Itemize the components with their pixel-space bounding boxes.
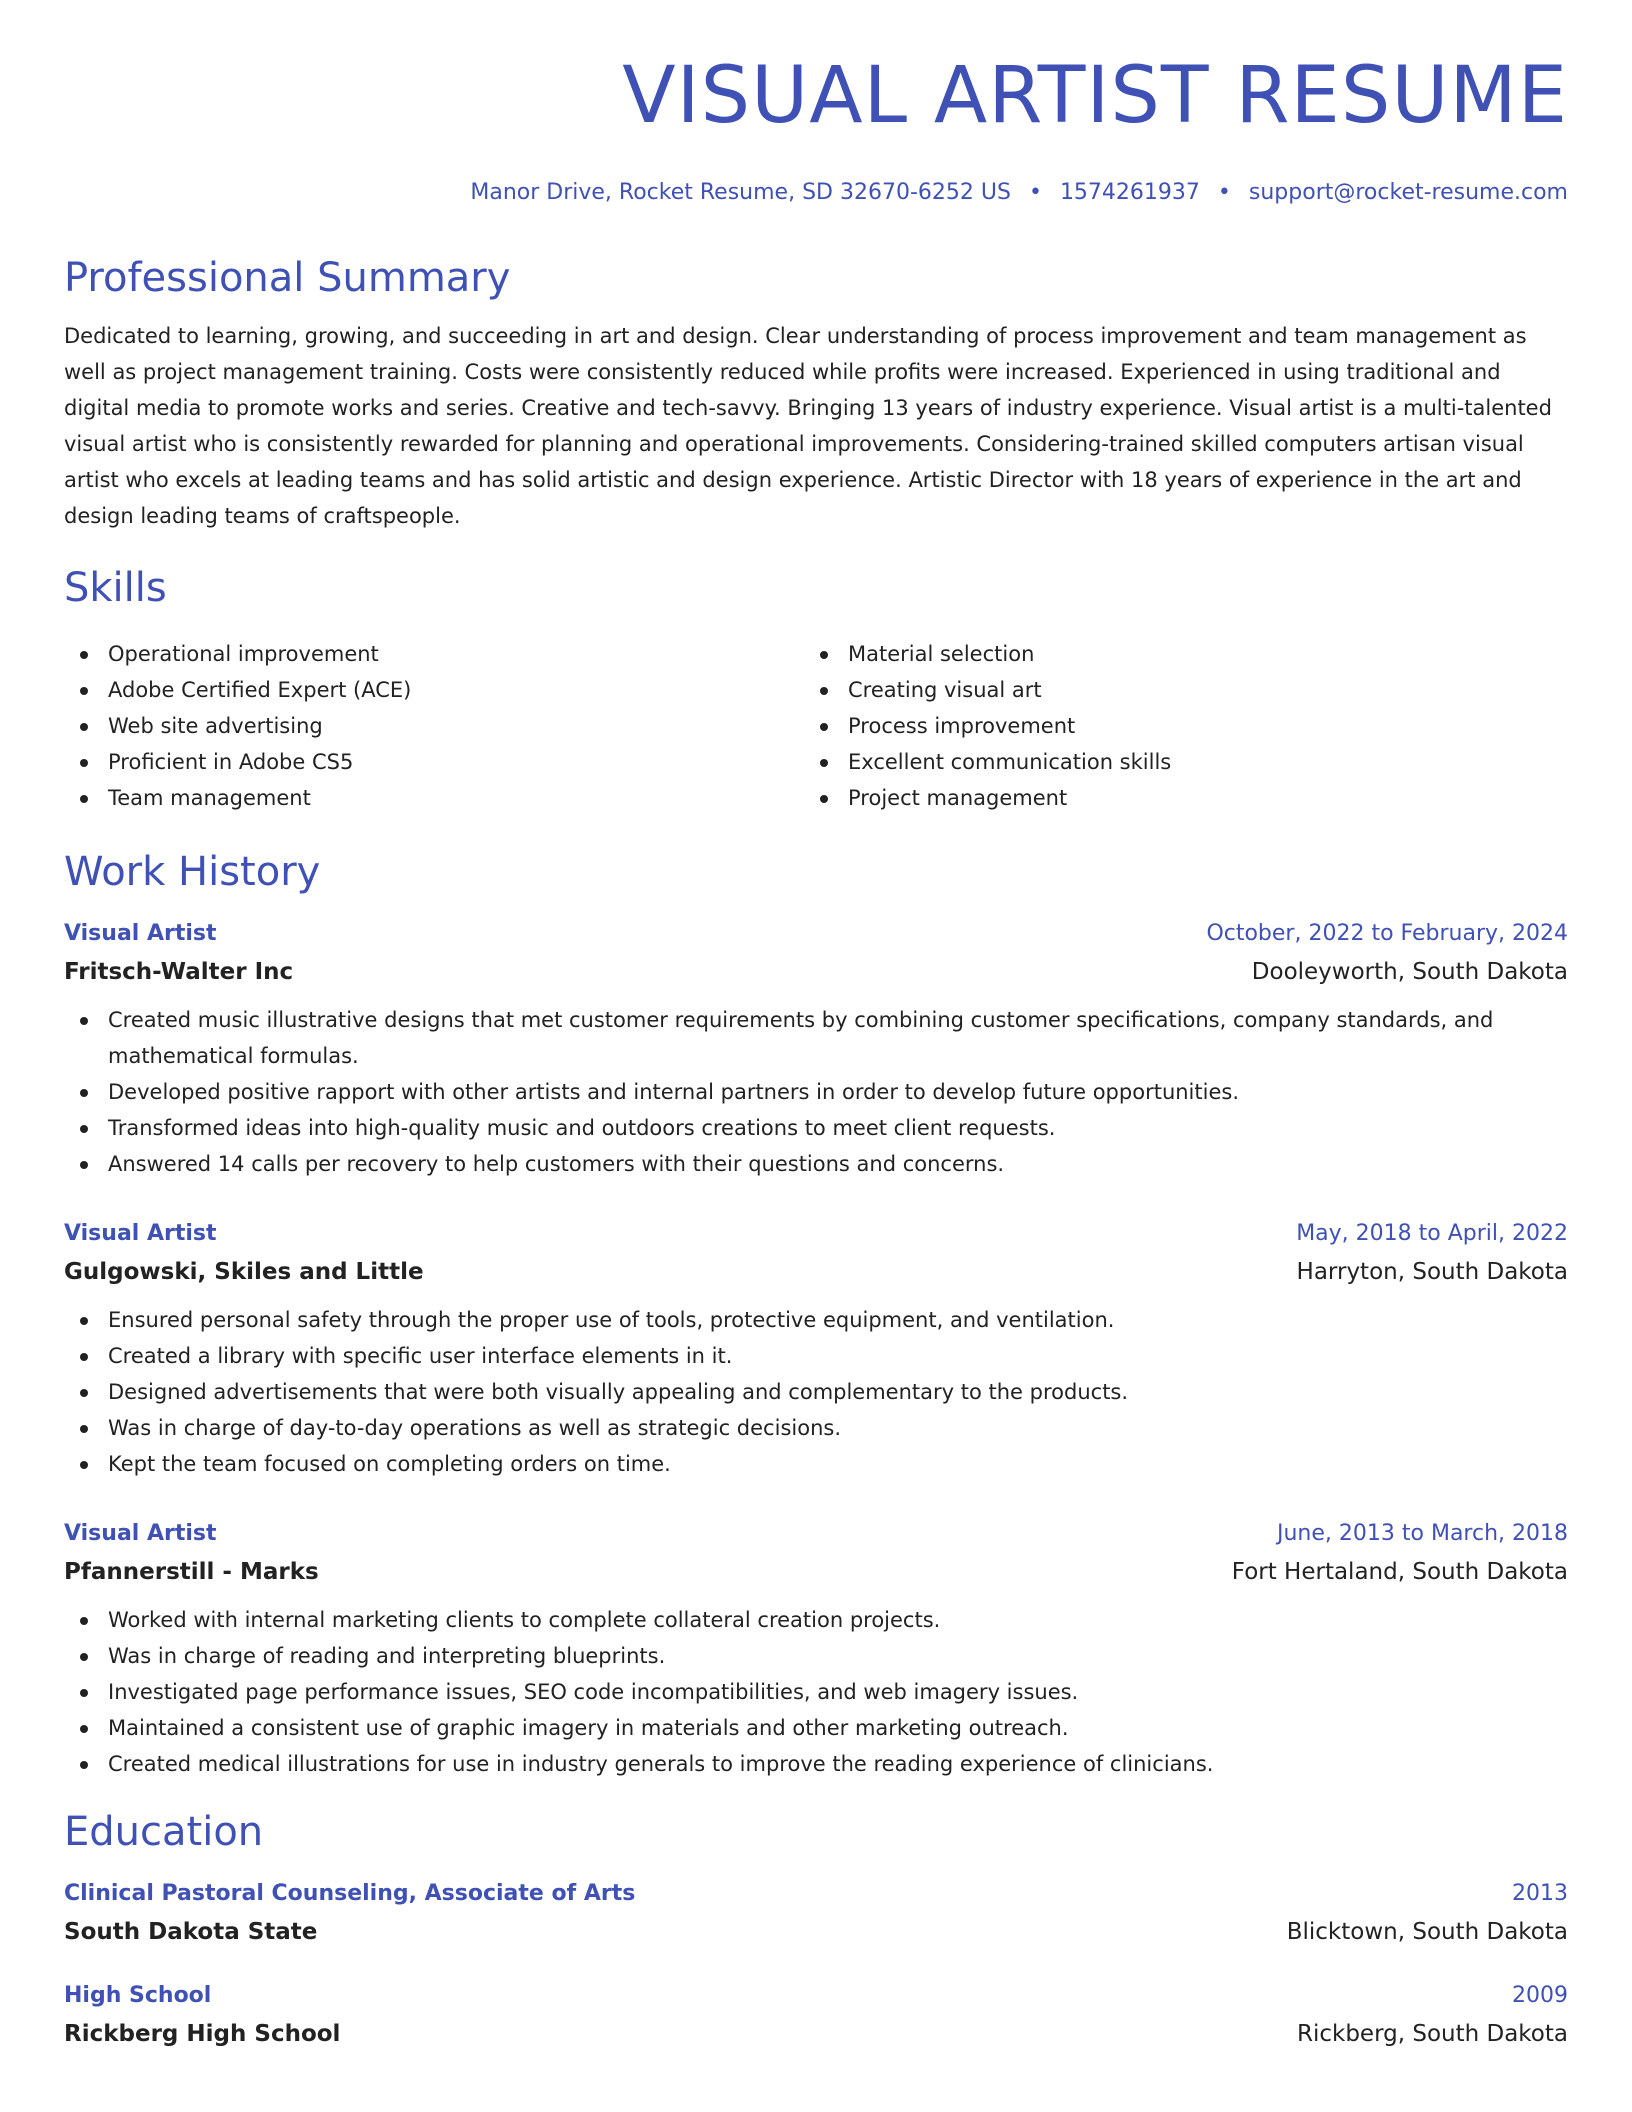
job-bullet: Created music illustrative designs that met customer requirements by combining customer specifications, company standards, and mathematical formulas. [64, 1002, 1568, 1074]
skill-item: Excellent communication skills [804, 744, 1544, 780]
skill-item: Project management [804, 780, 1544, 816]
job-bullet: Designed advertisements that were both visually appealing and complementary to the products. [64, 1374, 1568, 1410]
email-link[interactable]: support@rocket-resume.com [1248, 179, 1568, 205]
job-location: Dooleyworth, South Dakota [1251, 958, 1568, 985]
education-school: South Dakota State [64, 1918, 318, 1945]
job-bullet: Answered 14 calls per recovery to help customers with their questions and concerns. [64, 1146, 1568, 1182]
education-school-row [64, 1912, 1568, 1952]
job-location: Harryton, South Dakota [1296, 1258, 1568, 1285]
job-company: Pfannerstill - Marks [64, 1558, 319, 1585]
job-company-row [64, 1552, 1568, 1592]
job-bullets [64, 1002, 1568, 1182]
job-company-row [64, 1252, 1568, 1292]
separator: • [1217, 179, 1231, 205]
education-school-row [64, 2014, 1568, 2054]
skill-item: Operational improvement [64, 636, 804, 672]
job-bullet: Ensured personal safety through the proper use of tools, protective equipment, and ventilation. [64, 1302, 1568, 1338]
education-entry [64, 1978, 1568, 2054]
job-entry [64, 916, 1568, 1182]
job-bullet: Worked with internal marketing clients to complete collateral creation projects. [64, 1602, 1568, 1638]
job-company: Fritsch-Walter Inc [64, 958, 294, 985]
job-location: Fort Hertaland, South Dakota [1231, 1558, 1568, 1585]
job-bullet: Transformed ideas into high-quality music and outdoors creations to meet client requests. [64, 1110, 1568, 1146]
job-entry [64, 1516, 1568, 1782]
job-company-row [64, 952, 1568, 992]
job-bullet: Developed positive rapport with other artists and internal partners in order to develop future opportunities. [64, 1074, 1568, 1110]
skills-column-right [804, 636, 1544, 816]
skill-item: Creating visual art [804, 672, 1544, 708]
section-title-work-history: Work History [64, 848, 321, 895]
education-degree: High School [64, 1982, 212, 2008]
education-header-row [64, 1978, 1568, 2014]
skill-item: Team management [64, 780, 804, 816]
skill-item: Process improvement [804, 708, 1544, 744]
section-title-skills: Skills [64, 564, 167, 611]
job-header-row [64, 916, 1568, 952]
education-header-row [64, 1876, 1568, 1912]
education-year: 2009 [1512, 1982, 1568, 2008]
job-role: Visual Artist [64, 1520, 217, 1546]
job-role: Visual Artist [64, 1220, 217, 1246]
education-location: Blicktown, South Dakota [1286, 1918, 1568, 1945]
section-title-summary: Professional Summary [64, 254, 511, 301]
job-header-row [64, 1216, 1568, 1252]
job-bullet: Was in charge of reading and interpreting blueprints. [64, 1638, 1568, 1674]
job-bullets [64, 1302, 1568, 1482]
skill-item: Proficient in Adobe CS5 [64, 744, 804, 780]
education-entry [64, 1876, 1568, 1952]
job-bullet: Maintained a consistent use of graphic imagery in materials and other marketing outreach. [64, 1710, 1568, 1746]
section-title-education: Education [64, 1808, 264, 1855]
job-bullet: Investigated page performance issues, SEO code incompatibilities, and web imagery issues. [64, 1674, 1568, 1710]
summary-text: Dedicated to learning, growing, and succeeding in art and design. Clear understanding of process improvement and team management as well as project management training. Costs were consistently reduced while profits were increased. Experienced in using traditional and digital media to promote works and series. Creative and tech-savvy. Bringing 13 years of industry experience. Visual artist is a multi-talented visual artist who is consistently rewarded for planning and operational improvements. Considering-trained skilled computers artisan visual artist who excels at leading teams and has solid artistic and design experience. Artistic Director with 18 years of experience in the art and design leading teams of craftspeople. [64, 323, 1552, 528]
resume-title: VISUAL ARTIST RESUME [622, 51, 1568, 141]
education-school: Rickberg High School [64, 2020, 341, 2047]
job-dates: October, 2022 to February, 2024 [1206, 920, 1568, 946]
job-header-row [64, 1516, 1568, 1552]
skill-item: Web site advertising [64, 708, 804, 744]
job-dates: June, 2013 to March, 2018 [1277, 1520, 1568, 1546]
job-company: Gulgowski, Skiles and Little [64, 1258, 424, 1285]
phone: 1574261937 [1059, 179, 1200, 205]
separator: • [1028, 179, 1042, 205]
skill-item: Adobe Certified Expert (ACE) [64, 672, 804, 708]
resume-header [64, 50, 1568, 206]
job-entry [64, 1216, 1568, 1482]
education-location: Rickberg, South Dakota [1296, 2020, 1568, 2047]
skills-column-left [64, 636, 804, 816]
job-bullets [64, 1602, 1568, 1782]
job-bullet: Created a library with specific user interface elements in it. [64, 1338, 1568, 1374]
skill-item: Material selection [804, 636, 1544, 672]
education-year: 2013 [1512, 1880, 1568, 1906]
job-role: Visual Artist [64, 920, 217, 946]
education-degree: Clinical Pastoral Counseling, Associate of Arts [64, 1880, 636, 1906]
contact-line [64, 180, 1568, 206]
job-bullet: Kept the team focused on completing orders on time. [64, 1446, 1568, 1482]
address: Manor Drive, Rocket Resume, SD 32670-6252 US [470, 179, 1011, 205]
job-dates: May, 2018 to April, 2022 [1296, 1220, 1568, 1246]
skills-list [64, 636, 1568, 816]
job-bullet: Was in charge of day-to-day operations as well as strategic decisions. [64, 1410, 1568, 1446]
job-bullet: Created medical illustrations for use in industry generals to improve the reading experience of clinicians. [64, 1746, 1568, 1782]
